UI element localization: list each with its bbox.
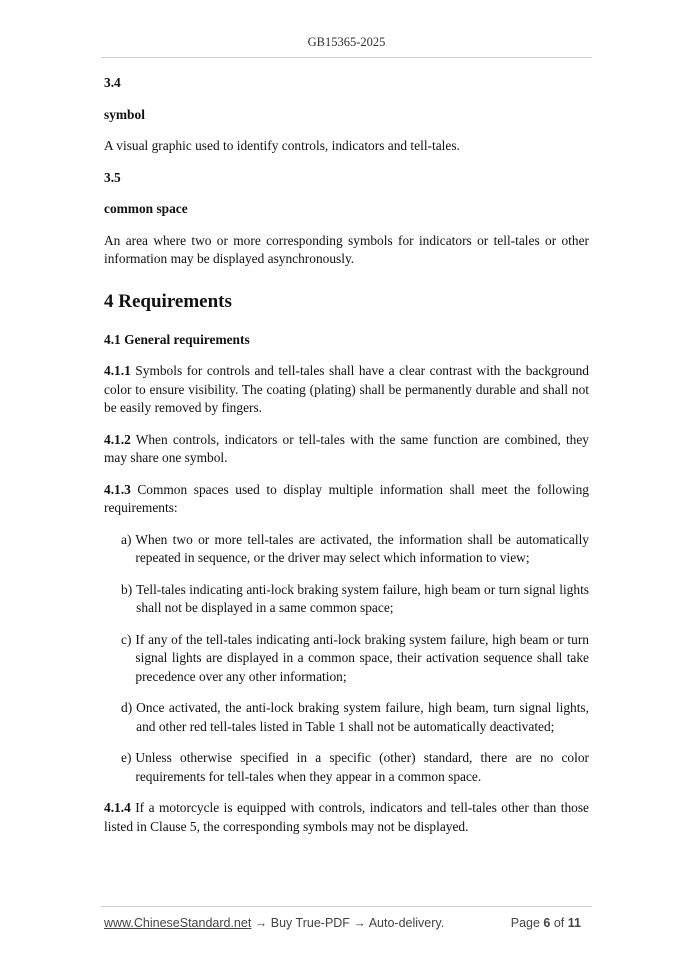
term-3-5-number: 3.5 — [104, 169, 121, 185]
footer-divider — [101, 906, 592, 907]
subsection-4-1-heading: 4.1 General requirements — [104, 331, 250, 347]
term-3-5-definition: An area where two or more corresponding symbols for indicators or tell-tales or other information may be displayed asynchronously. — [104, 232, 589, 266]
term-3-5-name: common space — [104, 201, 188, 216]
list-item-marker: e) — [121, 750, 132, 765]
clause-4-1-3 — [104, 481, 589, 518]
page-word: Page — [510, 916, 540, 930]
list-item-marker: a) — [121, 531, 132, 547]
clause-4-1-2 — [104, 431, 589, 468]
clause-4-1-4-number: 4.1.4 — [104, 800, 131, 815]
footer-promo-text: → Buy True-PDF → Auto-delivery. — [251, 916, 445, 930]
clause-4-1-1 — [104, 362, 589, 418]
clause-4-1-3-text: Common spaces used to display multiple information shall meet the following requirements: — [104, 481, 589, 515]
list-item-text: Unless otherwise specified in a specific (other) standard, there are no color requirements for tell-tales when they appear in a common space. — [135, 750, 589, 784]
running-header: GB15365-2025 — [307, 35, 386, 49]
list-item-text: Tell-tales indicating anti-lock braking system failure, high beam or turn signal lights shall not be displayed in a same common space; — [136, 581, 589, 615]
clause-4-1-2-number: 4.1.2 — [104, 431, 131, 447]
list-item-marker: b) — [121, 581, 133, 597]
list-item — [121, 531, 589, 568]
list-item-text: If any of the tell-tales indicating anti-lock braking system failure, high beam or turn signal lights are displayed in a common space, their activation sequence shall take precedence over any other information; — [135, 631, 589, 684]
list-item — [121, 581, 589, 618]
term-3-4-number: 3.4 — [104, 75, 121, 90]
requirements-list — [104, 531, 589, 787]
document-body — [104, 74, 589, 849]
clause-4-1-4-text: If a motorcycle is equipped with controls, indicators and tell-tales other than those listed in Clause 5, the corresponding symbols may not be displayed. — [104, 800, 589, 834]
term-3-4-definition: A visual graphic used to identify controls, indicators and tell-tales. — [104, 138, 460, 153]
total-pages: 11 — [567, 916, 581, 930]
page-indicator — [511, 916, 581, 930]
list-item-marker: c) — [121, 631, 132, 647]
section-4-heading: 4 Requirements — [104, 290, 232, 312]
website-link[interactable]: www.ChineseStandard.net — [104, 916, 252, 930]
list-item — [121, 631, 589, 687]
list-item-text: Once activated, the anti-lock braking system failure, high beam, turn signal lights, and other red tell-tales listed in Table 1 shall not be automatically deactivated; — [136, 700, 589, 734]
list-item — [121, 699, 589, 736]
term-3-4-name: symbol — [104, 106, 145, 122]
clause-4-1-1-text: Symbols for controls and tell-tales shall have a clear contrast with the background color to ensure visibility. The coating (plating) shall be permanently durable and shall not be easily removed by fingers. — [104, 363, 589, 415]
list-item-text: When two or more tell-tales are activated, the information shall be automatically repeated in sequence, or the driver may select which information to view; — [135, 531, 589, 565]
list-item-marker: d) — [121, 700, 133, 715]
current-page-number: 6 — [543, 916, 551, 930]
clause-4-1-2-text: When controls, indicators or tell-tales with the same function are combined, they may share one symbol. — [104, 431, 589, 465]
clause-4-1-3-number: 4.1.3 — [104, 481, 131, 497]
list-item — [121, 749, 589, 786]
clause-4-1-1-number: 4.1.1 — [104, 363, 131, 378]
footer-promo — [104, 916, 444, 930]
of-word: of — [553, 916, 565, 930]
header-divider — [101, 57, 592, 58]
clause-4-1-4 — [104, 799, 589, 836]
